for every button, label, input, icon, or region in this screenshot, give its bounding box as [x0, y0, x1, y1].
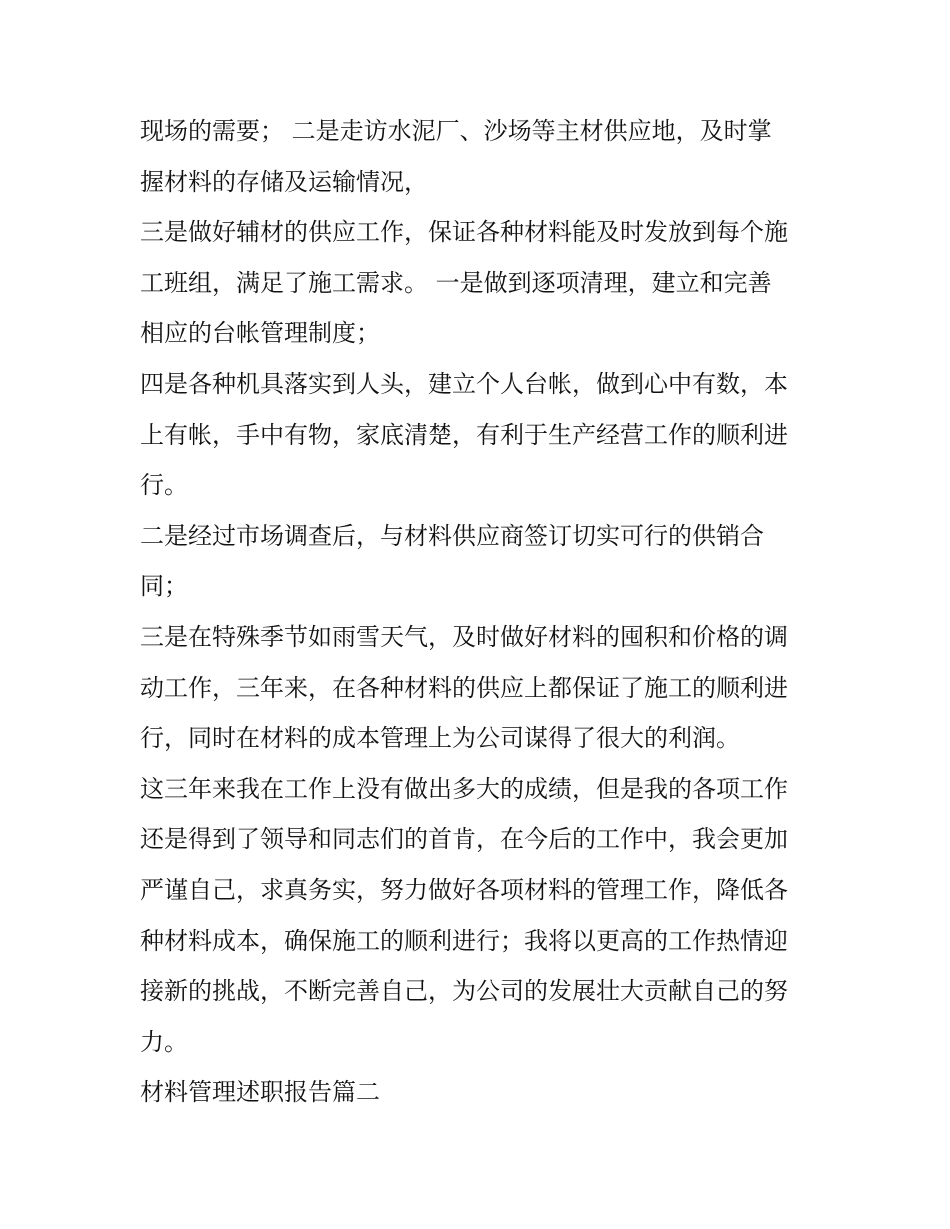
text-line: 种材料成本，确保施工的顺利进行；我将以更高的工作热情迎 — [140, 926, 788, 955]
text-line: 接新的挑战，不断完善自己，为公司的发展壮大贡献自己的努 — [140, 977, 788, 1006]
text-line: 二是经过市场调查后，与材料供应商签订切实可行的供销合 — [140, 521, 764, 550]
text-line: 现场的需要； 二是走访水泥厂、沙场等主材供应地，及时掌 — [140, 117, 772, 145]
text-line: 上有帐，手中有物，家底清楚，有利于生产经营工作的顺利进 — [140, 420, 788, 449]
text-line: 这三年来我在工作上没有做出多大的成绩，但是我的各项工作 — [140, 774, 788, 803]
text-line: 握材料的存储及运输情况， — [140, 167, 428, 196]
section-heading: 材料管理述职报告篇二 — [140, 1078, 380, 1107]
body-text — [140, 106, 820, 1118]
text-line: 动工作，三年来，在各种材料的供应上都保证了施工的顺利进 — [140, 673, 788, 702]
text-line: 还是得到了领导和同志们的首肯，在今后的工作中，我会更加 — [140, 825, 788, 854]
text-line: 相应的台帐管理制度； — [140, 319, 380, 348]
text-line: 行，同时在材料的成本管理上为公司谋得了很大的利润。 — [140, 724, 740, 753]
text-line: 行。 — [140, 471, 188, 500]
text-line: 力。 — [140, 1027, 188, 1056]
text-line: 工班组，满足了施工需求。 一是做到逐项清理，建立和完善 — [140, 268, 772, 297]
text-line: 同； — [140, 572, 188, 601]
text-line: 三是做好辅材的供应工作，保证各种材料能及时发放到每个施 — [140, 218, 788, 247]
text-line: 严谨自己，求真务实，努力做好各项材料的管理工作，降低各 — [140, 875, 788, 904]
text-line: 四是各种机具落实到人头，建立个人台帐，做到心中有数，本 — [140, 369, 788, 398]
text-line: 三是在特殊季节如雨雪天气，及时做好材料的囤积和价格的调 — [140, 622, 788, 651]
